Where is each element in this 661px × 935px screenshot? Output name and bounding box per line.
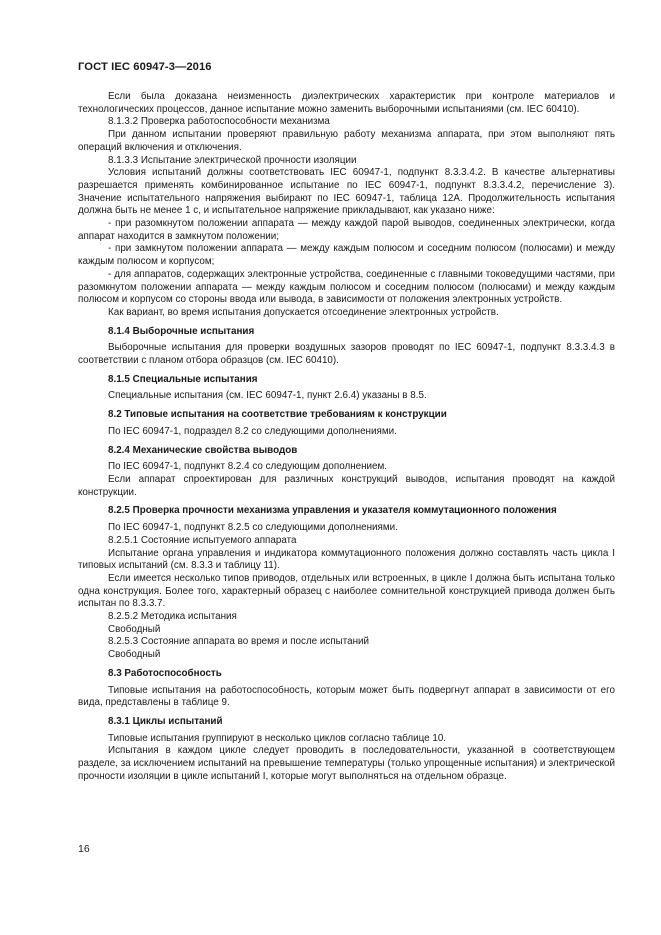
paragraph: Типовые испытания группируют в несколько циклов согласно таблице 10. — [108, 732, 447, 744]
paragraph: По IEC 60947-1, подпункт 8.2.5 со следующими дополнениями. — [108, 522, 398, 534]
section-heading: 8.2 Типовые испытания на соответствие требованиям к конструкции — [108, 409, 447, 421]
document-body — [78, 91, 615, 783]
subclause-title: 8.2.5.2 Методика испытания — [108, 611, 237, 623]
subclause-title: 8.1.3.2 Проверка работоспособности механизма — [108, 116, 330, 128]
section-heading: 8.3 Работоспособность — [108, 667, 222, 679]
paragraph: Испытания в каждом цикле следует проводить в последовательности, указанной в соответствующем разделе, за исключением испытаний на превышение температуры (только упрощенные испытания) и электрической прочности изоляции в цикле испытаний I, которые могут выполняться на отдельном образце. — [78, 745, 615, 782]
paragraph: Типовые испытания на работоспособность, которым может быть подвергнут аппарат в зависимости от его вида, представлены в таблице 9. — [78, 684, 615, 709]
section-heading: 8.1.4 Выборочные испытания — [108, 325, 255, 337]
section-heading: 8.2.5 Проверка прочности механизма управления и указателя коммутационного положения — [108, 505, 557, 517]
paragraph: Как вариант, во время испытания допускается отсоединение электронных устройств. — [108, 306, 499, 318]
subclause-title: 8.2.5.1 Состояние испытуемого аппарата — [108, 534, 297, 546]
section-heading: 8.1.5 Специальные испытания — [108, 373, 258, 385]
paragraph: Свободный — [108, 623, 161, 635]
paragraph: При данном испытании проверяют правильную работу механизма аппарата, при этом выполняют пять операций включения и отключения. — [78, 129, 615, 153]
paragraph: По IEC 60947-1, подраздел 8.2 со следующими дополнениями. — [108, 425, 397, 437]
paragraph: Испытание органа управления и индикатора коммутационного положения должно составлять часть цикла I типовых испытаний (см. 8.3.3 и таблицу 11). — [78, 547, 615, 572]
subclause-title: 8.1.3.3 Испытание электрической прочности изоляции — [108, 154, 357, 166]
section-heading: 8.3.1 Циклы испытаний — [108, 715, 223, 727]
section-heading: 8.2.4 Механические свойства выводов — [108, 444, 298, 456]
paragraph: Если аппарат спроектирован для различных конструкций выводов, испытания проводят на каждой конструкции. — [78, 473, 615, 498]
paragraph: Если была доказана неизменность диэлектрических характеристик при контроле материалов и технологических процессов, данное испытание можно заменить выборочными испытаниями (см. IEC 60410). — [78, 91, 615, 115]
list-item: - при разомкнутом положении аппарата — между каждой парой выводов, соединенных электрически, когда аппарат находится в замкнутом положении; — [78, 218, 615, 242]
paragraph: Выборочные испытания для проверки воздушных зазоров проводят по IEC 60947-1, подпункт 8.3.3.4.3 в соответствии с планом отбора образцов (см. IEC 60410). — [78, 342, 615, 367]
paragraph: Свободный — [108, 649, 161, 661]
list-item: - при замкнутом положении аппарата — между каждым полюсом и соседним полюсом (полюсами) и между каждым полюсом и корпусом; — [78, 243, 615, 268]
subclause-title: 8.2.5.3 Состояние аппарата во время и после испытаний — [108, 636, 370, 648]
paragraph: По IEC 60947-1, подпункт 8.2.4 со следующим дополнением. — [108, 461, 388, 473]
list-item: - для аппаратов, содержащих электронные устройства, соединенные с главными токоведущими частями, при разомкнутом положении аппарата — между каждым полюсом и соседним полюсом (полюсами) и между каждым полюсом и корпусом со стороны ввода или вывода, в зависимости от положения электронных устройств. — [78, 268, 615, 306]
page-number: 16 — [78, 843, 90, 855]
document-header: ГОСТ IEC 60947-3—2016 — [78, 61, 212, 73]
paragraph: Если имеется несколько типов приводов, отдельных или встроенных, в цикле I должна быть испытана только одна конструкция. Более того, характерный образец с наиболее сомнительной конструкцией привода должен быть испытан по 8.3.3.7. — [78, 572, 615, 610]
paragraph: Специальные испытания (см. IEC 60947-1, пункт 2.6.4) указаны в 8.5. — [108, 390, 427, 402]
paragraph: Условия испытаний должны соответствовать IEC 60947-1, подпункт 8.3.3.4.2. В качестве альтернативы разрешается применять комбинированное испытание по IEC 60947-1, подпункт 8.3.3.4.2, перечисление 3). Значение испытательного напряжения выбирают по IEC 60947-1, таблица 12А. Продолжительность испытания должна быть не менее 1 с, и испытательное напряжение прикладывают, как указано ниже: — [78, 167, 615, 217]
